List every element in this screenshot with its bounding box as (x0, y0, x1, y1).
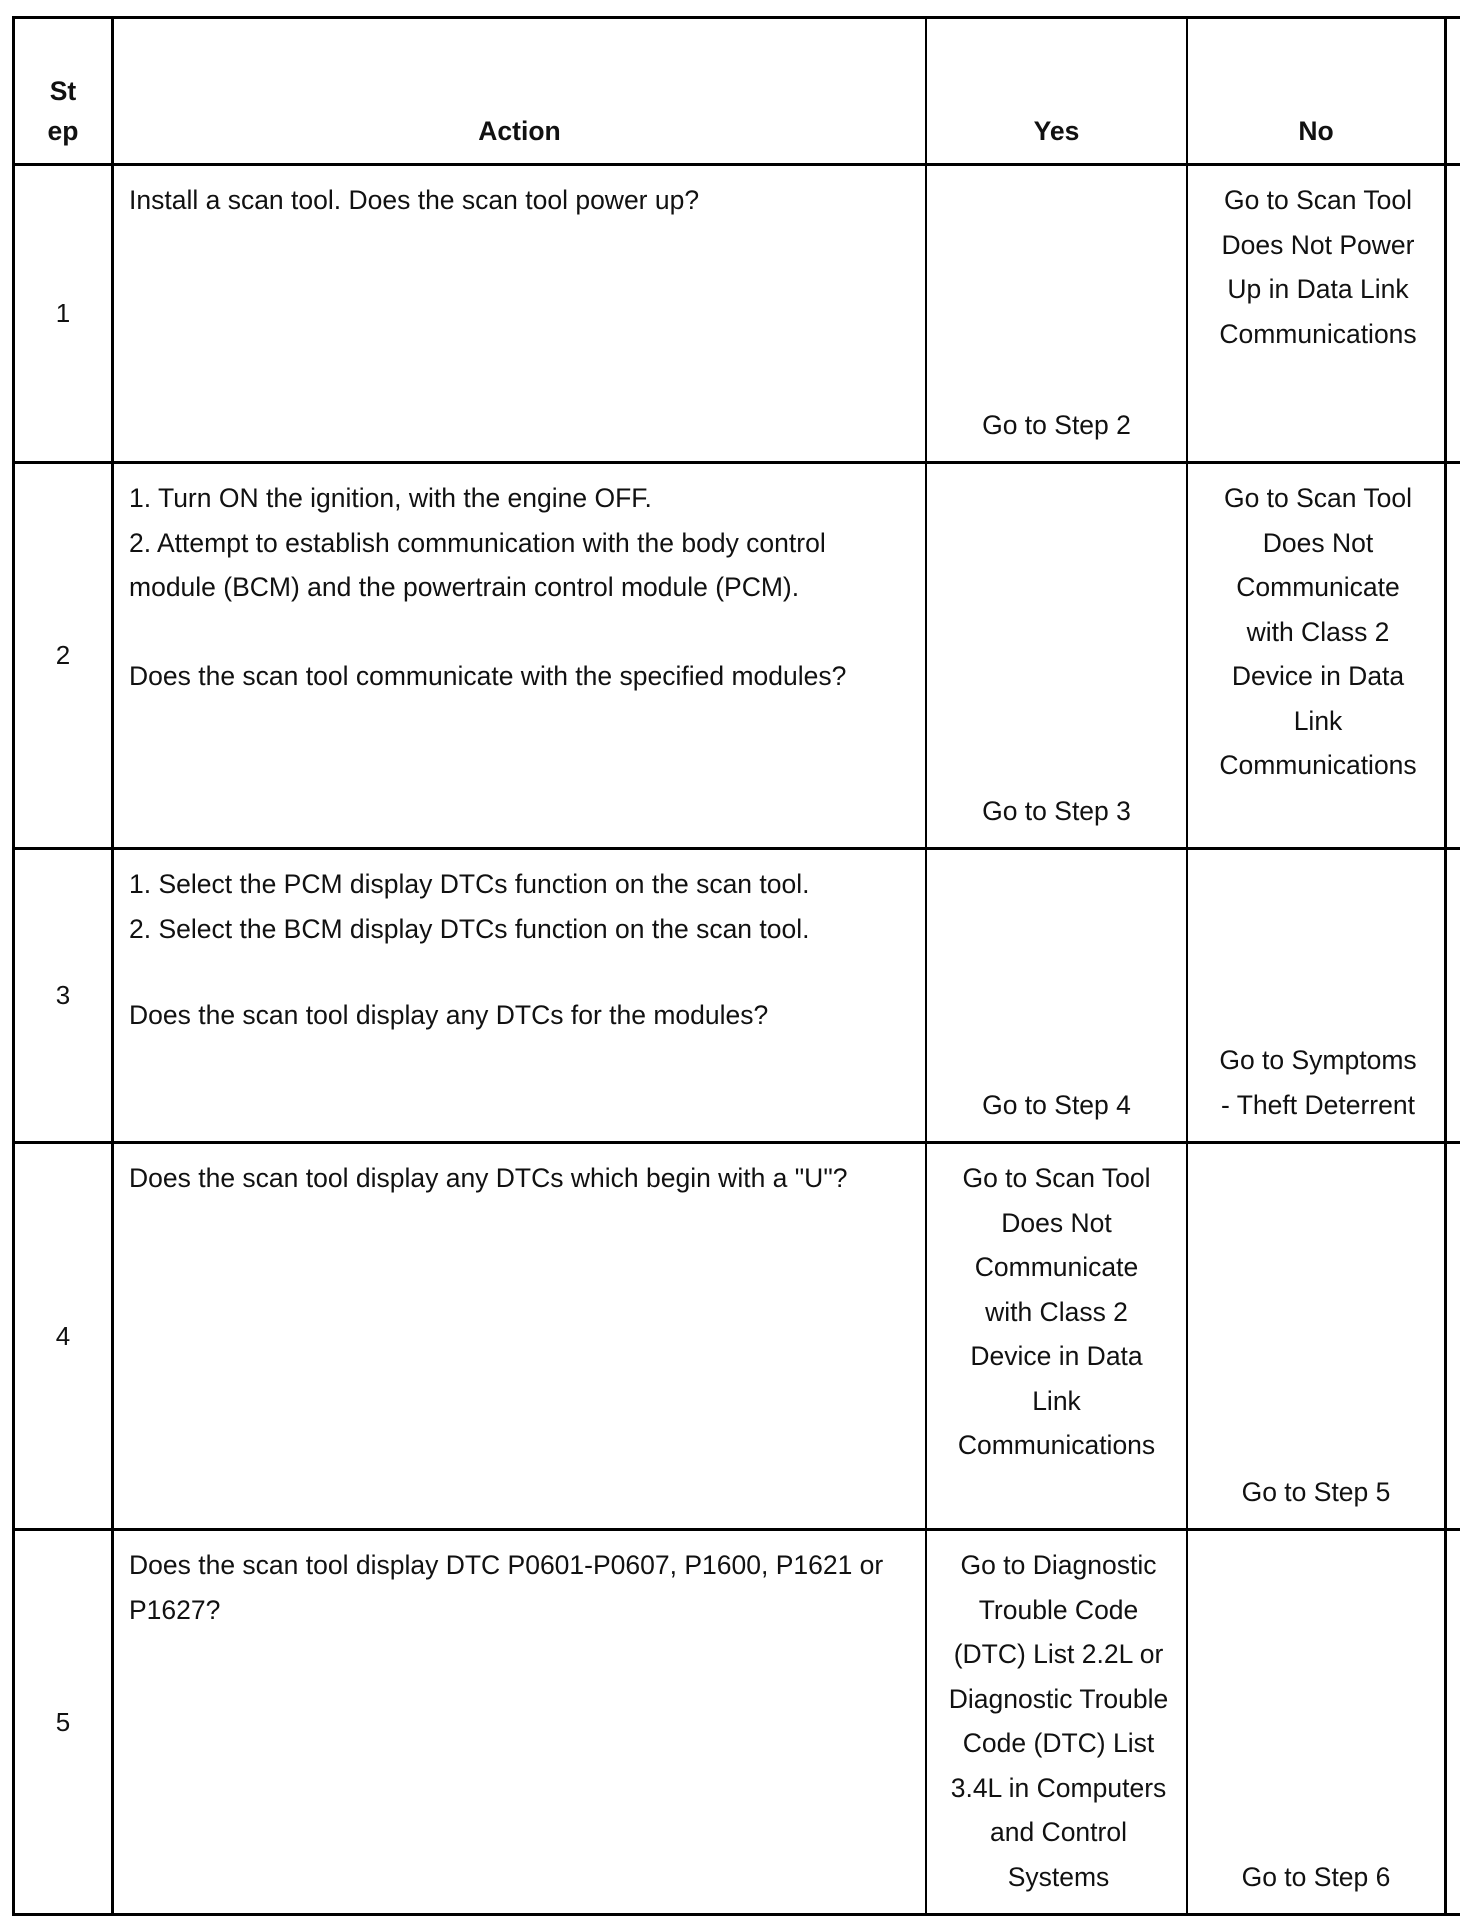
action-cell (114, 850, 925, 1141)
header-action: Action (478, 115, 561, 146)
no-text: Go to Symptoms - Theft Deterrent (1219, 1045, 1417, 1120)
action-step-1: 1. Select the PCM display DTCs function on the scan tool. (129, 869, 810, 899)
yes-cell (927, 1144, 1186, 1528)
action-text: Does the scan tool display DTC P0601-P0607, P1600, P1621 or P1627? (129, 1550, 884, 1625)
step-number: 4 (55, 1320, 71, 1351)
action-question: Does the scan tool communicate with the specified modules? (129, 661, 847, 691)
yes-cell (927, 166, 1186, 461)
header-step (15, 19, 111, 163)
no-cell (1188, 464, 1444, 847)
step-number: 1 (55, 298, 71, 329)
step-number: 3 (55, 980, 71, 1011)
action-step-2: 2. Select the BCM display DTCs function on the scan tool. (129, 913, 810, 944)
yes-cell (927, 1531, 1186, 1913)
action-question: Does the scan tool display any DTCs for the modules? (129, 1000, 769, 1030)
yes-text: Go to Step 2 (982, 409, 1131, 440)
no-cell (1188, 1144, 1444, 1528)
step-number: 5 (55, 1706, 71, 1737)
table-border-right (1444, 16, 1447, 1916)
step-number: 2 (55, 640, 71, 671)
header-step-line1: St (49, 76, 77, 106)
header-yes: Yes (1033, 115, 1080, 146)
header-no: No (1298, 115, 1334, 146)
no-text: Go to Step 6 (1241, 1861, 1391, 1892)
action-text: Does the scan tool display any DTCs which begin with a "U"? (129, 1163, 848, 1193)
diagnostic-table (12, 16, 1460, 1916)
yes-cell (927, 850, 1186, 1141)
action-cell (114, 1144, 925, 1528)
table-border-bottom (12, 1913, 1460, 1916)
action-step-1: 1. Turn ON the ignition, with the engine OFF. (129, 483, 652, 513)
no-cell (1188, 1531, 1444, 1913)
no-cell (1188, 166, 1444, 461)
action-cell (114, 464, 925, 847)
no-text: Go to Step 5 (1241, 1476, 1391, 1507)
no-cell (1188, 850, 1444, 1141)
no-text: Go to Scan Tool Does Not Communicate with Class 2 Device in Data Link Communications (1219, 483, 1417, 780)
action-cell (114, 1531, 925, 1913)
no-text: Go to Scan Tool Does Not Power Up in Data Link Communications (1219, 185, 1417, 349)
yes-text: Go to Diagnostic Trouble Code (DTC) List 2.2L or Diagnostic Trouble Code (DTC) List 3.4L in Computers and Control Systems (948, 1550, 1169, 1892)
yes-text: Go to Step 4 (982, 1089, 1131, 1120)
action-text: Install a scan tool. Does the scan tool power up? (129, 185, 700, 215)
yes-text: Go to Scan Tool Does Not Communicate with Class 2 Device in Data Link Communications (957, 1163, 1156, 1460)
action-cell (114, 166, 925, 461)
yes-cell (927, 464, 1186, 847)
yes-text: Go to Step 3 (982, 795, 1131, 826)
header-step-line2: ep (47, 116, 79, 146)
action-step-2: 2. Attempt to establish communication with the body control module (BCM) and the powertrain control module (PCM). (129, 527, 826, 602)
